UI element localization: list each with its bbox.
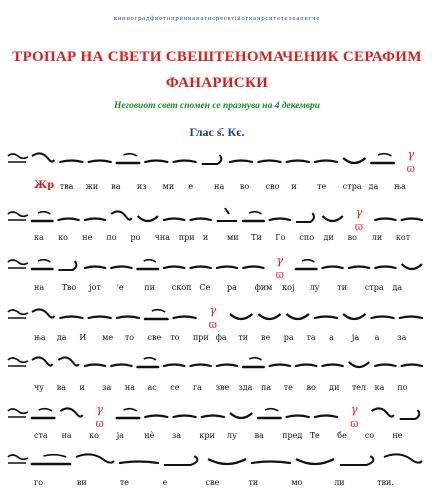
clef-sign-icon <box>6 453 32 467</box>
neume-icon <box>230 314 252 319</box>
syllable: чна <box>154 233 171 242</box>
neume-icon <box>190 267 210 269</box>
neume-icon <box>32 309 54 317</box>
syllable: те <box>119 478 129 487</box>
neume-icon <box>145 416 167 418</box>
neume-icon <box>315 317 337 319</box>
syllable: кот <box>395 233 411 242</box>
neume-icon <box>85 267 105 269</box>
neume-icon <box>173 317 195 319</box>
neume-icon <box>85 365 105 367</box>
syllable: ра <box>227 283 237 292</box>
syllable: те <box>283 383 293 392</box>
syllable: стра <box>364 283 384 292</box>
syllable: по <box>397 383 408 392</box>
syllable: ја <box>116 431 124 440</box>
neume-icon <box>287 161 309 163</box>
syllable: ко <box>89 431 99 440</box>
syllable: ва <box>111 182 121 191</box>
syllable: тва <box>59 182 74 191</box>
syllable: ва <box>56 383 66 392</box>
clef-sign-icon <box>6 407 32 421</box>
syllable: ди <box>329 383 340 392</box>
syllable: Се <box>199 283 211 292</box>
neume-line <box>30 443 426 477</box>
syllable: не <box>392 431 403 440</box>
syllable: ка <box>34 233 44 242</box>
neume-icon <box>243 358 263 367</box>
syllable: е <box>188 182 194 191</box>
neume-icon <box>217 208 237 221</box>
syllable: ти <box>248 478 259 487</box>
clef-sign-icon <box>6 258 32 272</box>
neume-icon <box>400 410 420 419</box>
syllable: за <box>102 383 112 392</box>
neume-line <box>30 248 426 282</box>
syllable: то <box>170 333 180 342</box>
martyria-sign-icon <box>276 254 284 281</box>
syllable: фим <box>254 283 273 292</box>
neume-icon <box>202 155 222 164</box>
syllable: не <box>82 233 93 242</box>
syllable: да <box>56 333 67 342</box>
neume-icon <box>120 462 158 464</box>
syllable: е <box>162 478 168 487</box>
syllable: на <box>124 383 135 392</box>
neume-icon <box>208 459 246 464</box>
martyria-sign-icon <box>355 206 363 233</box>
neume-line <box>30 397 426 431</box>
neume-icon <box>315 161 337 163</box>
syllable: пред <box>282 431 303 440</box>
neume-icon <box>343 158 365 163</box>
syllable: лу <box>227 431 237 440</box>
neume-icon <box>173 416 195 418</box>
neume-icon <box>58 219 78 221</box>
neume-icon <box>371 154 393 163</box>
lyrics-row <box>0 283 434 297</box>
neume-icon <box>322 216 342 221</box>
syllable: ми <box>227 233 239 242</box>
syllable: ви <box>76 478 87 487</box>
syllable: кој <box>282 283 295 292</box>
neume-icon <box>217 365 237 367</box>
neume-icon <box>343 314 365 319</box>
neume-icon <box>287 416 309 418</box>
martyria-sign-icon <box>209 304 217 331</box>
syllable: ас <box>147 383 157 392</box>
syllable: лу <box>309 283 320 292</box>
neume-icon <box>138 260 158 269</box>
syllable: а <box>374 333 380 342</box>
neume-icon <box>230 413 252 418</box>
neume-icon <box>371 408 393 416</box>
syllable: Го <box>275 233 286 242</box>
syllable: мо <box>291 478 303 487</box>
neume-icon <box>258 314 280 319</box>
neume-icon <box>296 365 316 367</box>
neume-icon <box>349 362 369 367</box>
syllable: во <box>306 383 316 392</box>
neume-icon <box>89 161 111 163</box>
neume-icon <box>315 416 337 418</box>
neume-icon <box>117 317 139 319</box>
neume-icon <box>164 267 184 269</box>
neume-icon <box>258 161 280 163</box>
neume-icon <box>400 317 422 319</box>
lyrics-row <box>0 383 434 397</box>
syllable: тел <box>351 383 367 392</box>
neume-icon <box>340 456 373 465</box>
neume-icon <box>190 219 210 221</box>
neume-icon <box>145 161 167 163</box>
syllable: на <box>34 283 45 292</box>
syllable: све <box>147 333 162 342</box>
lyrics-row <box>0 233 434 247</box>
neume-line <box>30 346 426 380</box>
initial-syllable: Жр <box>34 180 55 191</box>
neume-icon <box>270 365 290 367</box>
neume-icon <box>371 317 393 319</box>
syllable: скоп <box>171 283 192 292</box>
syllable: Те <box>309 431 320 440</box>
syllable: го <box>34 478 44 487</box>
syllable: јот <box>89 283 101 292</box>
neume-icon <box>270 219 290 221</box>
syllable: ка <box>374 383 385 392</box>
syllable: тви. <box>377 478 394 487</box>
neume-icon <box>402 365 422 367</box>
syllable: зда <box>238 383 253 392</box>
syllable: ја <box>351 333 360 342</box>
svg-text:γ: γ <box>355 206 363 219</box>
syllable: и <box>79 383 85 392</box>
syllable: и <box>291 182 297 191</box>
neume-icon <box>58 261 76 270</box>
syllable: при <box>192 333 209 342</box>
syllable: те <box>317 182 327 191</box>
neume-icon <box>375 219 395 221</box>
neume-line <box>30 298 426 332</box>
neume-line <box>30 142 426 176</box>
syllable: ра <box>283 333 294 342</box>
neume-icon <box>402 219 422 221</box>
feast-date-subtitle: Неговиот свет спомен се празнува на 4 декември <box>113 101 321 111</box>
syllable: ве <box>261 333 271 342</box>
syllable: ти <box>337 283 348 292</box>
syllable: ро <box>130 233 141 242</box>
neume-icon <box>402 264 422 269</box>
syllable: ли <box>371 233 383 242</box>
neume-icon <box>32 455 70 464</box>
syllable: бе <box>337 431 347 440</box>
neume-icon <box>138 358 158 367</box>
neume-icon <box>243 212 263 221</box>
neume-icon <box>296 213 314 222</box>
chant-word-line: кинноградфиотнпринианатисресвтійогианрситетелеапнгче <box>113 16 321 22</box>
syllable: И <box>79 333 87 342</box>
neume-icon <box>173 161 195 163</box>
syllable: да <box>368 182 379 191</box>
neume-icon <box>60 317 82 319</box>
syllable: на <box>214 182 225 191</box>
svg-text:ϖ: ϖ <box>406 164 415 175</box>
svg-text:ϖ: ϖ <box>275 270 284 281</box>
syllable: во <box>239 182 250 191</box>
neume-icon <box>117 409 139 418</box>
neume-icon <box>76 454 114 462</box>
svg-text:ϖ: ϖ <box>208 320 217 331</box>
syllable: ли <box>334 478 345 487</box>
neume-icon <box>190 365 210 367</box>
neume-icon <box>296 260 316 269</box>
syllable: спо <box>299 233 315 242</box>
page-title: ТРОПАР НА СВЕТИ СВЕШТЕНОМАЧЕНИК СЕРАФИМ <box>12 49 422 65</box>
neume-icon <box>145 310 167 319</box>
neume-icon <box>164 365 184 367</box>
clef-sign-icon <box>6 210 32 224</box>
neume-icon <box>111 365 131 367</box>
neume-icon <box>375 365 395 367</box>
svg-text:ϖ: ϖ <box>350 419 359 430</box>
syllable: сво <box>265 182 280 191</box>
neume-icon <box>164 456 197 465</box>
syllable: нѐ <box>144 431 155 440</box>
syllable: за <box>171 431 181 440</box>
neume-icon <box>32 260 52 269</box>
syllable: ста <box>34 431 48 440</box>
neume-line <box>30 200 426 234</box>
header-strip <box>0 0 434 26</box>
syllable: ва <box>254 431 264 440</box>
neume-icon <box>349 267 369 269</box>
neume-icon <box>60 408 82 416</box>
syllable: се <box>170 383 180 392</box>
svg-text:ϖ: ϖ <box>354 222 364 233</box>
syllable: жи <box>85 182 99 191</box>
lyrics-row <box>0 182 434 196</box>
syllable: Тво <box>61 283 77 292</box>
syllable: ме <box>102 333 114 342</box>
neume-icon <box>32 357 52 365</box>
svg-text:γ: γ <box>209 304 217 317</box>
neume-icon <box>164 219 184 221</box>
neume-icon <box>258 409 280 418</box>
neume-icon <box>85 219 105 221</box>
neume-icon <box>384 454 422 462</box>
syllable: чу <box>34 383 44 392</box>
tone-signature: Глас ѕ҃. Кє. <box>189 125 245 139</box>
syllable: ња <box>394 182 406 191</box>
syllable: зве <box>215 383 230 392</box>
syllable: ти <box>238 333 249 342</box>
syllable: на <box>61 431 72 440</box>
syllable: из <box>136 182 147 191</box>
neume-icon <box>58 357 78 365</box>
neume-icon <box>202 416 224 418</box>
neume-icon <box>117 154 139 163</box>
neume-icon <box>322 365 342 367</box>
clef-sign-icon <box>6 308 32 322</box>
martyria-sign-icon <box>350 403 358 430</box>
neume-icon <box>32 153 54 161</box>
lyrics-row <box>0 478 434 492</box>
neume-icon <box>32 409 54 418</box>
neume-icon <box>230 161 252 163</box>
syllable: да <box>392 283 403 292</box>
syllable: а <box>329 333 334 342</box>
neume-icon <box>138 216 158 221</box>
svg-text:γ: γ <box>96 403 104 416</box>
syllable: Ти <box>251 233 262 242</box>
syllable: со <box>364 431 375 440</box>
lyrics-row <box>0 333 434 347</box>
neume-icon <box>89 317 111 319</box>
svg-text:γ: γ <box>407 148 415 161</box>
neume-icon <box>217 267 237 269</box>
svg-text:γ: γ <box>276 254 284 267</box>
neume-icon <box>252 462 290 464</box>
neume-icon <box>296 459 334 464</box>
syllable: та <box>306 333 316 342</box>
syllable: ми <box>162 182 175 191</box>
syllable: во <box>347 233 357 242</box>
syllable: то <box>124 333 135 342</box>
neume-icon <box>111 211 131 219</box>
clef-sign-icon <box>6 356 32 370</box>
page-title-continued: ФАНАРИСКИ <box>165 75 269 91</box>
clef-sign-icon <box>6 152 32 166</box>
syllable: га <box>192 383 202 392</box>
syllable: и <box>202 233 209 242</box>
svg-text:ϖ: ϖ <box>95 419 104 430</box>
syllable: све <box>205 478 220 487</box>
syllable: при <box>178 233 195 242</box>
syllable: ња <box>34 333 46 342</box>
syllable: кри <box>199 431 215 440</box>
neume-icon <box>60 161 82 163</box>
syllable: по <box>106 233 117 242</box>
syllable: ко <box>58 233 68 242</box>
syllable: стра <box>342 182 362 191</box>
martyria-sign-icon <box>407 148 415 175</box>
neume-icon <box>243 267 263 269</box>
syllable: 'е <box>116 283 124 292</box>
neume-icon <box>111 267 131 269</box>
neume-icon <box>375 267 395 269</box>
martyria-sign-icon <box>96 403 104 430</box>
syllable: за <box>397 333 407 342</box>
syllable: ди <box>323 233 334 242</box>
syllable: пи <box>144 283 155 292</box>
neume-icon <box>32 212 52 221</box>
neume-icon <box>322 267 342 269</box>
syllable: па <box>261 383 272 392</box>
svg-text:γ: γ <box>350 403 358 416</box>
neume-icon <box>287 314 309 319</box>
syllable: фа <box>215 333 227 342</box>
